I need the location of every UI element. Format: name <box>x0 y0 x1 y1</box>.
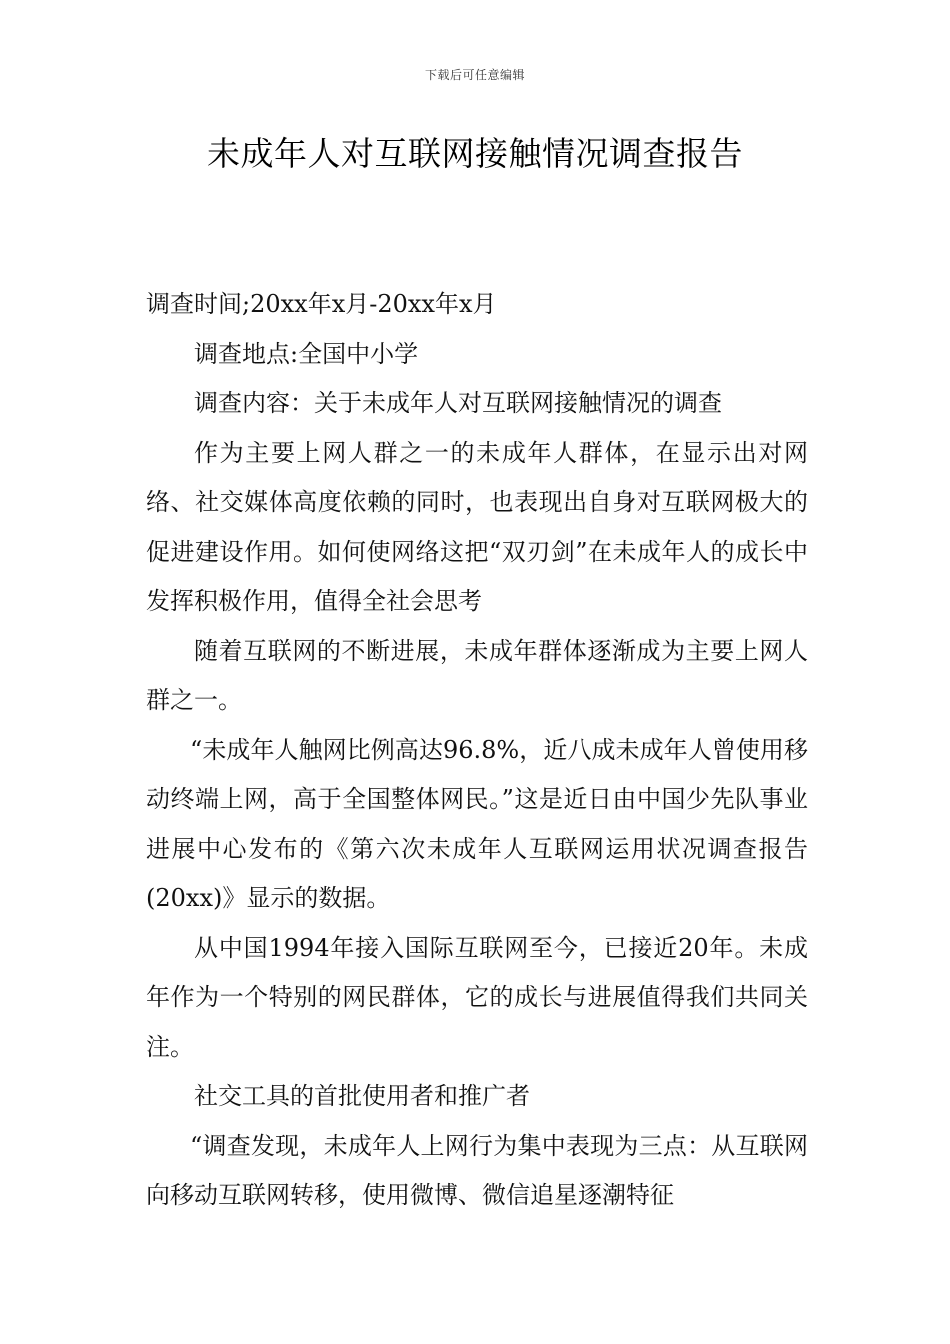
document-body <box>146 280 808 1221</box>
body-paragraph: 随着互联网的不断进展，未成年群体逐渐成为主要上网人群之一。 <box>146 636 808 714</box>
header-note: 下载后可任意编辑 <box>424 68 525 82</box>
body-paragraph: “调查发现，未成年人上网行为集中表现为三点：从互联网向移动互联网转移，使用微博、微信追星逐潮特征 <box>146 1131 808 1209</box>
section-heading: 社交工具的首批使用者和推广者 <box>194 1082 530 1110</box>
survey-location-line: 调查地点:全国中小学 <box>194 339 419 368</box>
body-paragraph: “未成年人触网比例高达96.8%，近八成未成年人曾使用移动终端上网，高于全国整体网民。”这是近日由中国少先队事业进展中心发布的《第六次未成年人互联网运用状况调查报告(20xx)》显示的数据。 <box>146 735 808 912</box>
survey-content-line: 调查内容：关于未成年人对互联网接触情况的调查 <box>194 389 722 417</box>
body-paragraph: 从中国1994年接入国际互联网至今，已接近20年。未成年作为一个特别的网民群体，它的成长与进展值得我们共同关注。 <box>146 933 808 1061</box>
body-paragraph: 作为主要上网人群之一的未成年人群体，在显示出对网络、社交媒体高度依赖的同时，也表现出自身对互联网极大的促进建设作用。如何使网络这把“双刃剑”在未成年人的成长中发挥积极作用，值得全社会思考 <box>146 438 808 615</box>
survey-time-line: 调查时间;20xx年x月-20xx年x月 <box>146 290 497 318</box>
document-title: 未成年人对互联网接触情况调查报告 <box>207 134 743 173</box>
